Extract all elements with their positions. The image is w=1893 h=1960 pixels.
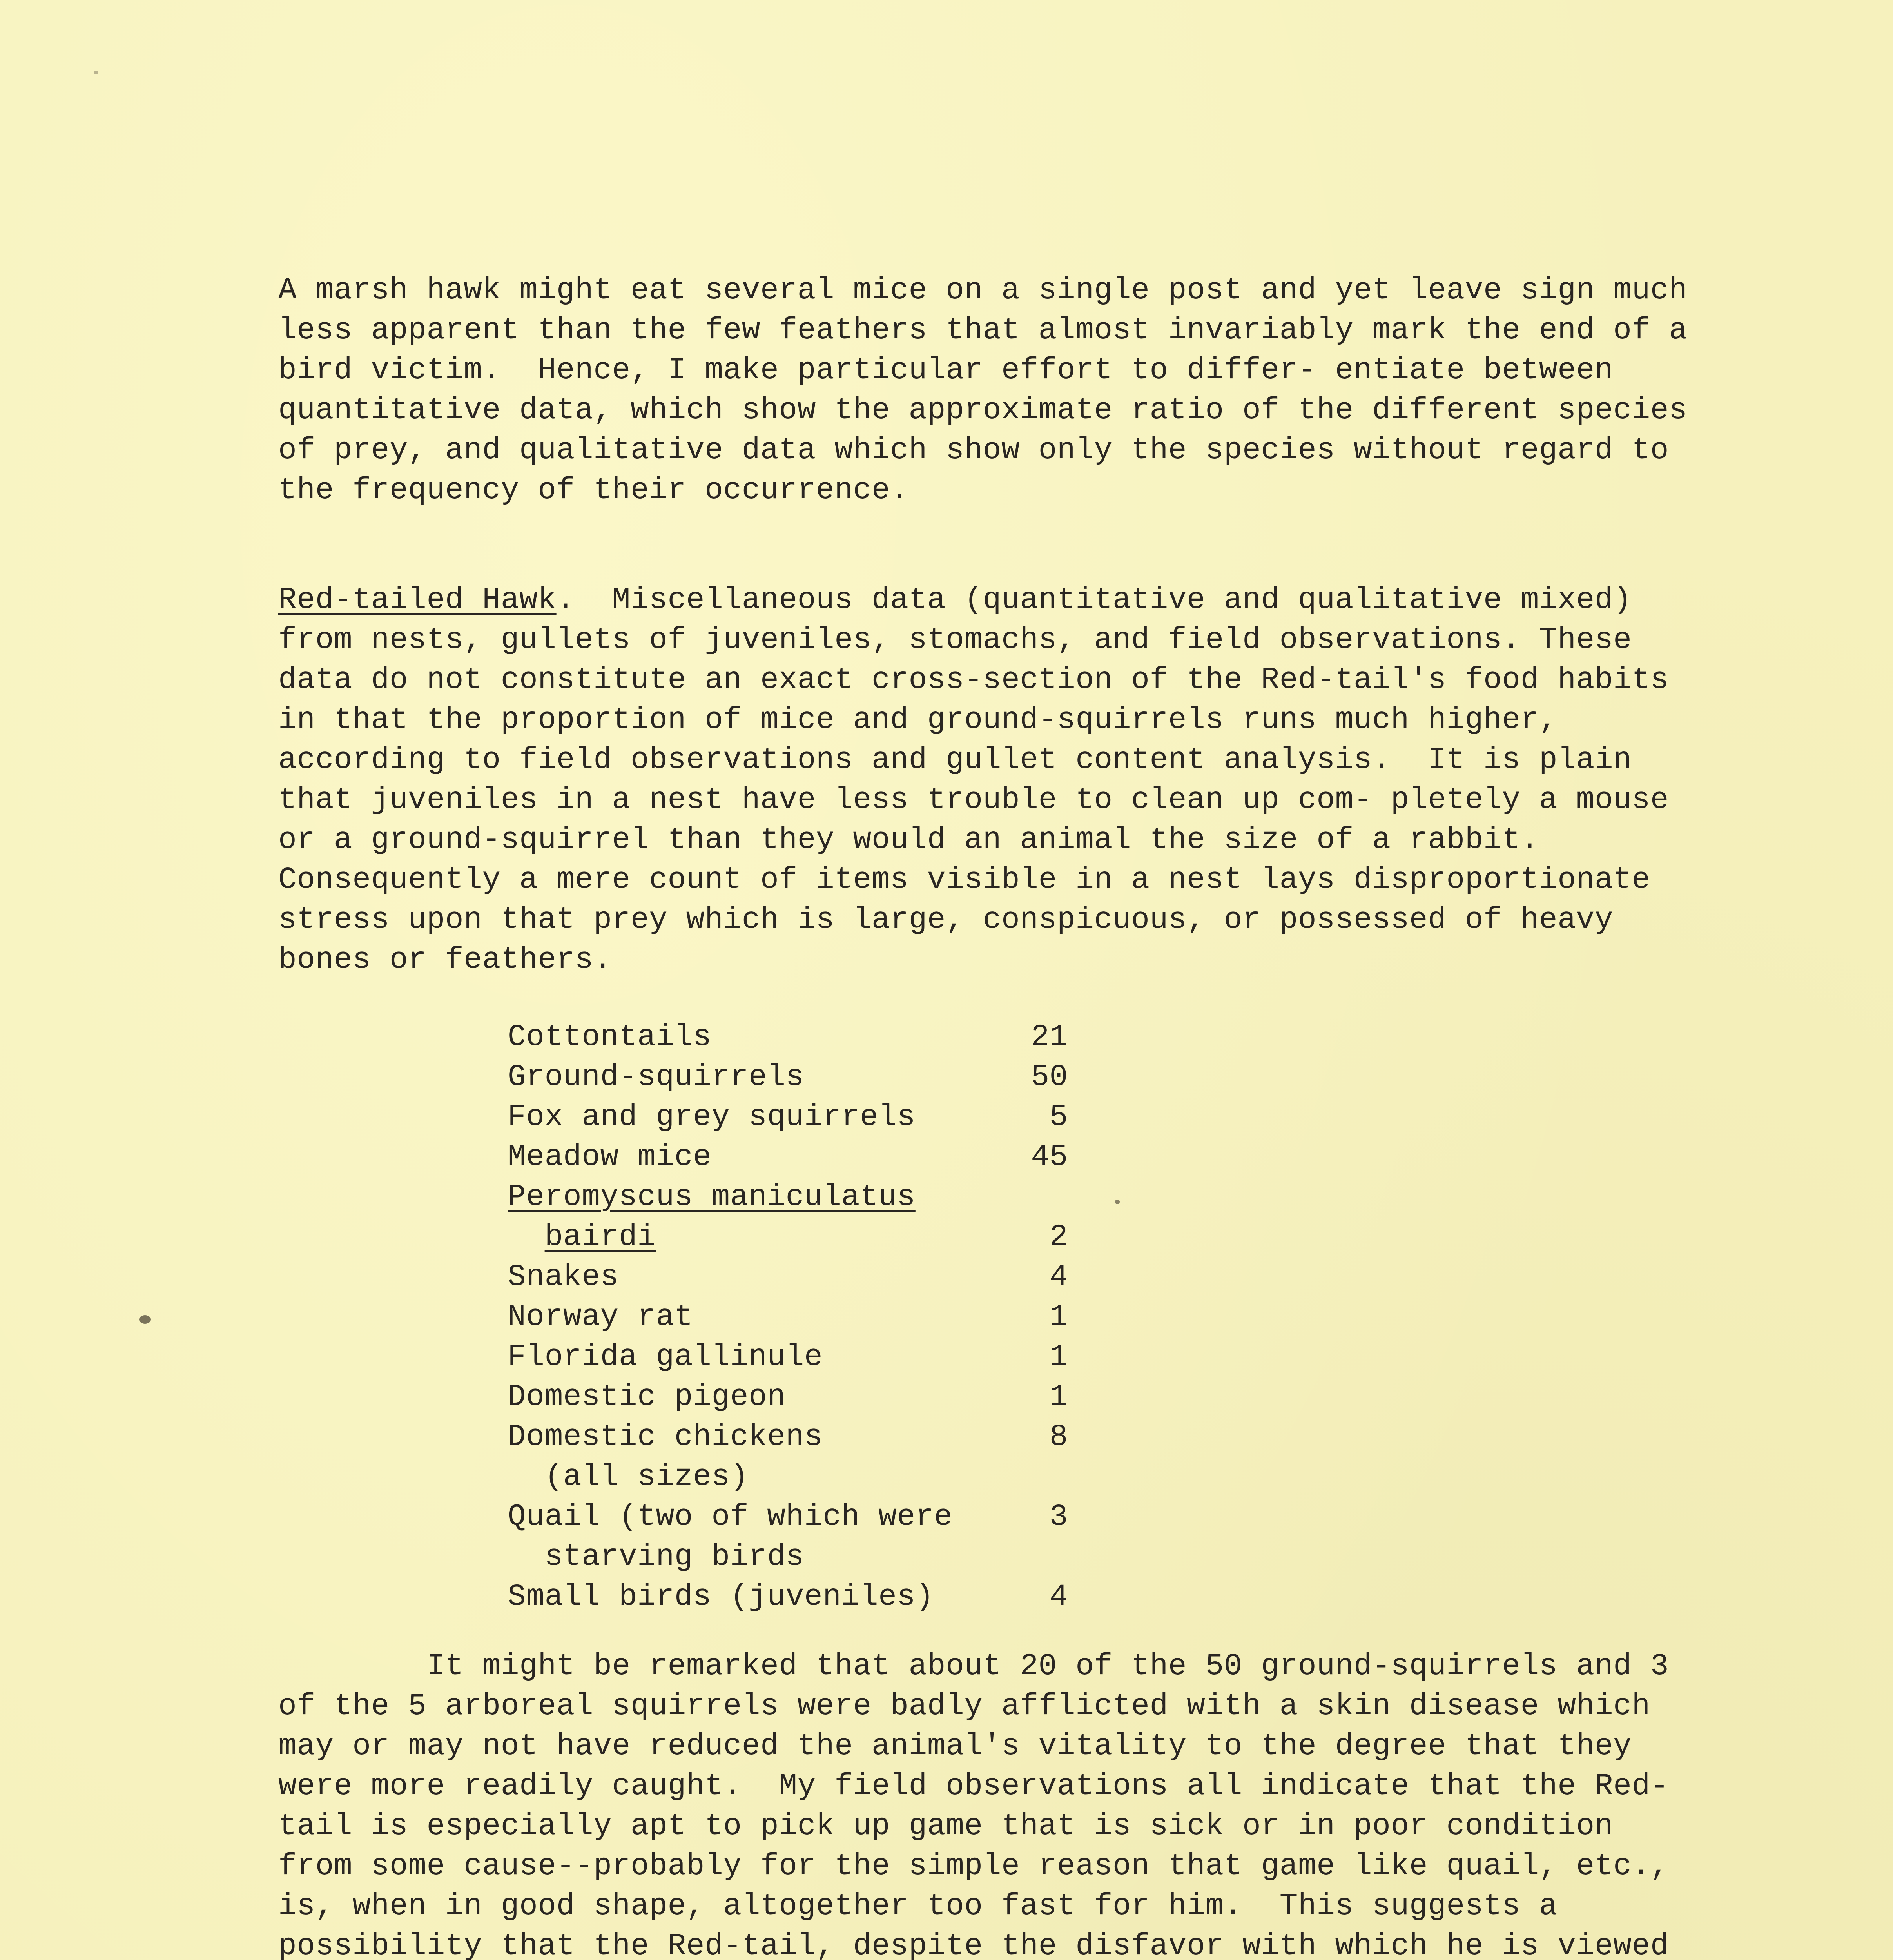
prey-name: Domestic pigeon <box>508 1380 786 1414</box>
prey-count: 8 <box>1049 1420 1068 1454</box>
prey-name: Norway rat <box>508 1300 693 1334</box>
prey-count: 50 <box>1031 1060 1068 1094</box>
prey-name: Meadow mice <box>508 1140 712 1174</box>
prey-count: 4 <box>1049 1260 1068 1294</box>
prey-name-continued-text: starving birds <box>544 1540 804 1574</box>
table-row <box>508 1057 1068 1097</box>
table-row <box>508 1457 1068 1497</box>
table-row <box>508 1257 1068 1297</box>
table-row <box>508 1017 1068 1057</box>
prey-count: 1 <box>1049 1380 1068 1414</box>
prey-name-continued-text: (all sizes) <box>544 1460 749 1494</box>
prey-name: Small birds (juveniles) <box>508 1580 934 1614</box>
prey-count: 3 <box>1049 1500 1068 1534</box>
table-row <box>508 1537 1068 1577</box>
paper-speck <box>94 71 98 74</box>
prey-name: Domestic chickens <box>508 1420 823 1454</box>
table-row <box>508 1097 1068 1137</box>
section-heading: Red-tailed Hawk <box>278 583 557 617</box>
ink-blot <box>139 1315 151 1324</box>
table-row <box>508 1337 1068 1377</box>
table-row <box>508 1177 1068 1217</box>
paragraph-red-tailed-hawk-body: . Miscellaneous data (quantitative and qualitative mixed) from nests, gullets of juveniles, stomachs, and field observations. These data do not constitute an exact cross-section of the Red-tail's food habits in that the proportion of mice and ground-squirrels runs much higher, according to field observations and gullet content analysis. It is plain that juveniles in a nest have less trouble to clean up com- pletely a mouse or a ground-squirrel than they would an animal the size of a rabbit. Consequently a mere count of items visible in a nest lays disproportionate stress upon that prey which is large, conspicuous, or possessed of heavy bones or feathers. <box>278 583 1688 977</box>
prey-name: Ground-squirrels <box>508 1060 804 1094</box>
prey-count: 5 <box>1049 1100 1068 1134</box>
prey-count: 2 <box>1049 1220 1068 1254</box>
paragraph-marsh-hawk: A marsh hawk might eat several mice on a single post and yet leave sign much less apparent than the few feathers that almost invariably mark the end of a bird victim. Hence, I make particular effort to differ- entiate between quantitative data, which show the approximate ratio of the different species of prey, and qualitative data which show only the species without regard to the frequency of their occurrence. <box>278 273 1706 508</box>
table-row <box>508 1217 1068 1257</box>
prey-count: 1 <box>1049 1340 1068 1374</box>
table-row <box>508 1577 1068 1617</box>
prey-count: 1 <box>1049 1300 1068 1334</box>
prey-name: Fox and grey squirrels <box>508 1100 916 1134</box>
prey-name: Quail (two of which were <box>508 1500 953 1534</box>
prey-name-continued-text: bairdi <box>544 1220 656 1254</box>
table-row <box>508 1297 1068 1337</box>
prey-name-continued <box>508 1537 804 1577</box>
ink-dot <box>1115 1200 1120 1204</box>
prey-count: 21 <box>1031 1020 1068 1054</box>
paragraph-disease-remarks: It might be remarked that about 20 of the 50 ground-squirrels and 3 of the 5 arboreal squirrels were badly afflicted with a skin disease which may or may not have reduced the animal's vitality to the degree that they were more readily caught. My field observations all indicate that the Red-tail is especially apt to pick up game that is sick or in poor condition from some cause--probably for the simple reason that game like quail, etc., is, when in good shape, altogether too fast for him. This suggests a possibility that the Red-tail, despite the disfavor with which he is viewed <box>278 1649 1669 1960</box>
prey-count: 45 <box>1031 1140 1068 1174</box>
table-row <box>508 1377 1068 1417</box>
prey-name: Cottontails <box>508 1020 712 1054</box>
table-row <box>508 1497 1068 1537</box>
paragraph-red-tailed-hawk <box>278 580 1705 980</box>
prey-name-continued <box>508 1457 749 1497</box>
prey-name: Snakes <box>508 1260 619 1294</box>
prey-count: 4 <box>1049 1580 1068 1614</box>
prey-name: Peromyscus maniculatus <box>508 1180 916 1214</box>
table-row <box>508 1137 1068 1177</box>
prey-name-continued <box>508 1217 656 1257</box>
table-row <box>508 1417 1068 1457</box>
prey-name: Florida gallinule <box>508 1340 823 1374</box>
prey-table <box>508 1017 1068 1617</box>
